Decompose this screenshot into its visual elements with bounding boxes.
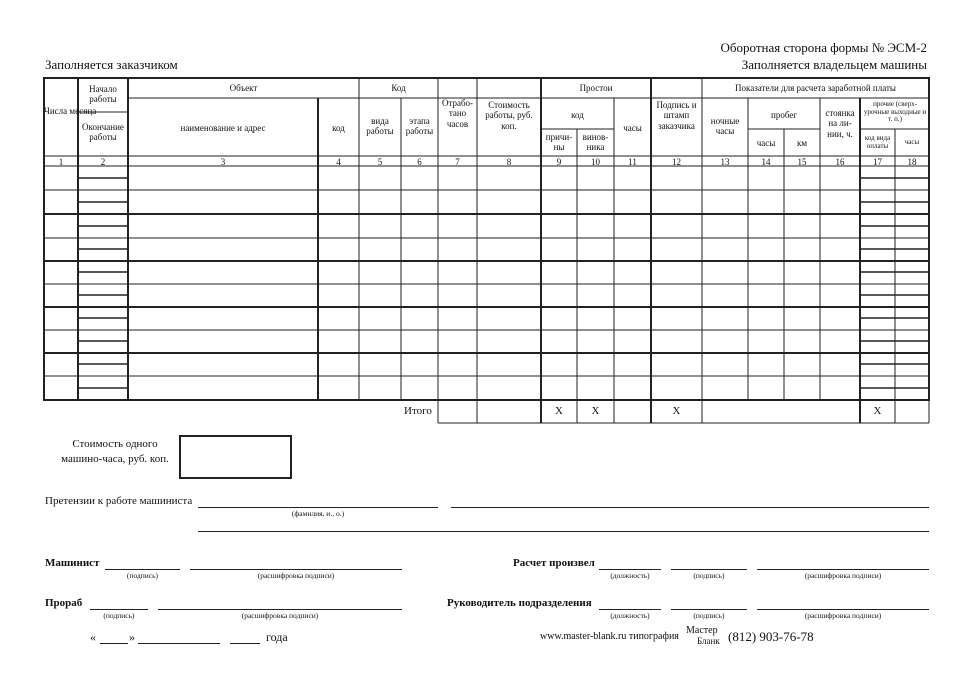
caption: (подпись): [693, 571, 725, 580]
head-label: Руководитель подразделения: [447, 597, 592, 609]
footer-brand-bottom: Бланк: [697, 636, 720, 646]
col-start: Начало работы: [89, 84, 117, 105]
col-number: 12: [672, 157, 681, 167]
caption: (подпись): [693, 611, 725, 620]
col-number: 6: [417, 157, 422, 167]
date-month-line[interactable]: [138, 643, 220, 644]
col-other-hours: часы: [904, 138, 920, 146]
claims-name-line[interactable]: [198, 507, 438, 508]
col-code: код: [332, 123, 345, 133]
col-km: км: [796, 138, 808, 148]
col-number: 9: [556, 157, 562, 167]
foreman-decoding-line[interactable]: [158, 609, 402, 610]
form-title: Оборотная сторона формы № ЭСМ-2: [720, 40, 927, 55]
foreman-label: Прораб: [45, 597, 83, 609]
footer-site: www.master-blank.ru типография: [540, 631, 679, 642]
group-object: Объект: [229, 83, 258, 93]
caption: (должность): [610, 571, 650, 580]
machine-hour-cost-label: Стоимость одного машино-часа, руб. коп.: [61, 438, 169, 466]
col-work-type: вида работы: [366, 116, 394, 137]
caption: (расшифровка подписи): [804, 571, 882, 580]
calc-decoding-line[interactable]: [757, 569, 929, 570]
date-year-label: года: [266, 630, 288, 644]
col-night-hours: ночные часы: [710, 116, 740, 137]
footer-brand-top: Мастер: [686, 625, 718, 636]
machine-hour-cost-field[interactable]: [179, 435, 292, 479]
caption: (подпись): [103, 611, 135, 620]
caption: (подпись): [126, 571, 159, 580]
foreman-signature-line[interactable]: [90, 609, 148, 610]
col-culprit: винов-ника: [582, 132, 609, 153]
col-mileage-hours: часы: [756, 138, 776, 148]
x-mark: Х: [672, 405, 681, 417]
caption: (расшифровка подписи): [804, 611, 882, 620]
col-number: 16: [835, 157, 845, 167]
x-mark: Х: [555, 405, 563, 417]
col-day: Числа месяца: [44, 106, 97, 116]
col-other: прочие (сверх-урочные выходные и т. п.): [863, 100, 927, 124]
x-mark: Х: [873, 405, 882, 417]
col-number: 2: [100, 157, 106, 167]
col-number: 3: [220, 157, 226, 167]
calc-signature-line[interactable]: [671, 569, 747, 570]
col-hours: часы: [623, 123, 642, 133]
subgroup-mileage: пробег: [771, 110, 797, 120]
x-mark: Х: [591, 405, 600, 417]
subgroup-code: код: [571, 110, 584, 120]
col-hours-worked: Отрабо-тано часов: [441, 98, 474, 129]
machinist-signature-line[interactable]: [105, 569, 180, 570]
group-downtime: Простои: [579, 83, 613, 93]
caption: (расшифровка подписи): [257, 571, 335, 580]
claims-text-line-2[interactable]: [198, 531, 929, 532]
head-signature-line[interactable]: [671, 609, 747, 610]
group-code: Код: [391, 83, 406, 93]
head-position-line[interactable]: [599, 609, 661, 610]
total-label: Итого: [404, 405, 432, 417]
machinist-label: Машинист: [45, 557, 100, 569]
col-number: 18: [907, 157, 917, 167]
col-number: 13: [720, 157, 730, 167]
col-number: 11: [628, 157, 637, 167]
col-number: 17: [873, 157, 882, 167]
caption: (должность): [610, 611, 650, 620]
calc-position-line[interactable]: [599, 569, 661, 570]
col-cost: Стоимость работы, руб. коп.: [485, 100, 533, 131]
col-work-stage: этапа работы: [405, 116, 434, 137]
col-parking: стоянка на ли-нии, ч.: [825, 108, 855, 139]
col-number: 14: [761, 157, 771, 167]
calc-made-label: Расчет произвел: [513, 557, 595, 569]
footer-phone: (812) 903-76-78: [728, 629, 814, 644]
col-number: 15: [797, 157, 807, 167]
date-year-line[interactable]: [230, 643, 260, 644]
date-quote-close: »: [129, 630, 135, 644]
col-number: 8: [506, 157, 512, 167]
date-quote-open: «: [90, 630, 96, 644]
claims-text-line[interactable]: [451, 507, 929, 508]
group-salary: Показатели для расчета заработной платы: [735, 83, 896, 93]
col-number: 1: [58, 157, 64, 167]
col-number: 5: [377, 157, 383, 167]
col-number: 10: [591, 157, 600, 167]
customer-fill-label: Заполняется заказчиком: [45, 57, 178, 72]
date-day-line[interactable]: [100, 643, 128, 644]
col-signature: Подпись и штамп заказчика: [656, 100, 697, 131]
caption: (расшифровка подписи): [241, 611, 319, 620]
owner-fill-label: Заполняется владельцем машины: [741, 57, 927, 72]
machinist-decoding-line[interactable]: [190, 569, 402, 570]
col-number: 4: [336, 157, 341, 167]
claims-label: Претензии к работе машиниста: [45, 495, 193, 507]
col-payment-code: код вида оплаты: [864, 134, 891, 150]
col-end: Окончание работы: [82, 122, 124, 143]
col-number: 7: [455, 157, 460, 167]
head-decoding-line[interactable]: [757, 609, 929, 610]
col-name-address: наименование и адрес: [180, 123, 266, 133]
claims-name-caption: (фамилия, и., о.): [291, 509, 345, 518]
col-reasons: причи-ны: [545, 132, 573, 153]
